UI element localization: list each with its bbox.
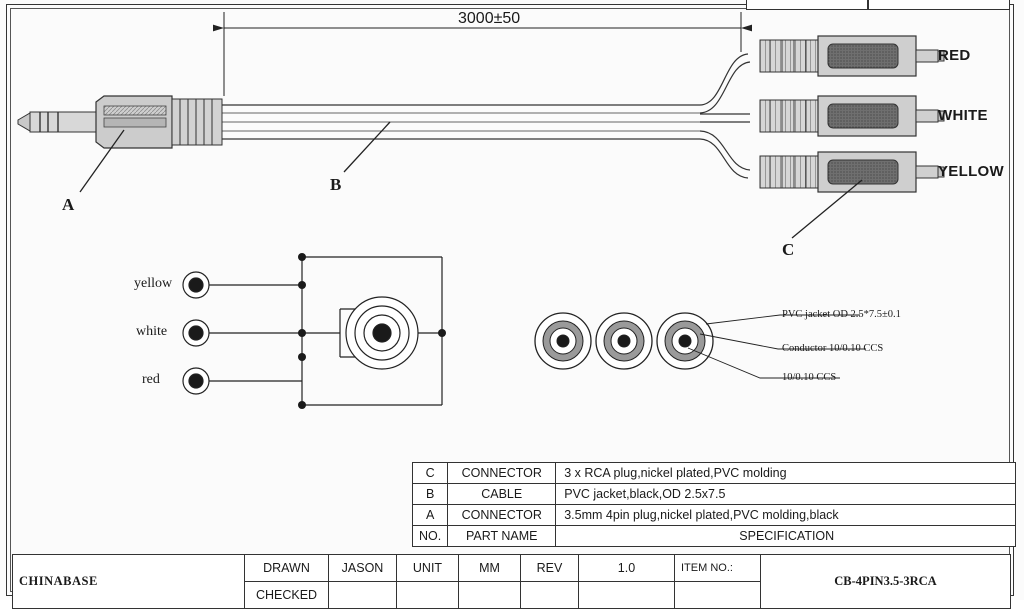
callout-c: C (782, 240, 795, 259)
connector-label-white: WHITE (938, 107, 988, 124)
item-no-value: CB-4PIN3.5-3RCA (761, 555, 1011, 609)
callout-b: B (330, 175, 342, 194)
rev-value: 1.0 (579, 555, 675, 582)
parts-spec-a: 3.5mm 4pin plug,nickel plated,PVC molding,black (556, 505, 1016, 526)
title-blank-5 (675, 582, 761, 609)
unit-value: MM (459, 555, 521, 582)
checked-value (329, 582, 397, 609)
dimension-label: 3000±50 (458, 10, 521, 27)
title-block-table (12, 554, 1011, 609)
drawn-value: JASON (329, 555, 397, 582)
unit-label: UNIT (397, 555, 459, 582)
item-no-label: ITEM NO.: (675, 555, 761, 582)
title-blank-4 (579, 582, 675, 609)
table-row (413, 505, 1016, 526)
parts-spec-c: 3 x RCA plug,nickel plated,PVC molding (556, 463, 1016, 484)
table-header-row (413, 526, 1016, 547)
connector-label-yellow: YELLOW (938, 163, 1004, 180)
parts-item-b: B (413, 484, 448, 505)
company-name: CHINABASE (13, 555, 245, 609)
drawn-label: DRAWN (245, 555, 329, 582)
note-pvc-jacket: PVC jacket OD 2.5*7.5±0.1 (782, 309, 901, 320)
wire-label-white: white (136, 324, 168, 339)
note-ccs: 10/0.10 CCS (782, 372, 837, 383)
parts-spec-b: PVC jacket,black,OD 2.5x7.5 (556, 484, 1016, 505)
title-row-1 (13, 555, 1011, 582)
note-conductor: Conductor 10/0.10 CCS (782, 343, 884, 354)
title-blank-3 (521, 582, 579, 609)
wire-label-red: red (142, 372, 160, 387)
parts-name-c: CONNECTOR (448, 463, 556, 484)
parts-item-a: A (413, 505, 448, 526)
title-blank-1 (397, 582, 459, 609)
parts-header-no: NO. (413, 526, 448, 547)
callout-a: A (62, 195, 75, 214)
table-row (413, 484, 1016, 505)
connector-label-red: RED (938, 47, 971, 64)
parts-header-specification: SPECIFICATION (556, 526, 1016, 547)
parts-name-b: CABLE (448, 484, 556, 505)
parts-table (412, 462, 1016, 547)
table-row (413, 463, 1016, 484)
parts-header-part-name: PART NAME (448, 526, 556, 547)
rev-label: REV (521, 555, 579, 582)
wire-label-yellow: yellow (134, 276, 173, 291)
title-blank-2 (459, 582, 521, 609)
parts-item-c: C (413, 463, 448, 484)
parts-name-a: CONNECTOR (448, 505, 556, 526)
checked-label: CHECKED (245, 582, 329, 609)
